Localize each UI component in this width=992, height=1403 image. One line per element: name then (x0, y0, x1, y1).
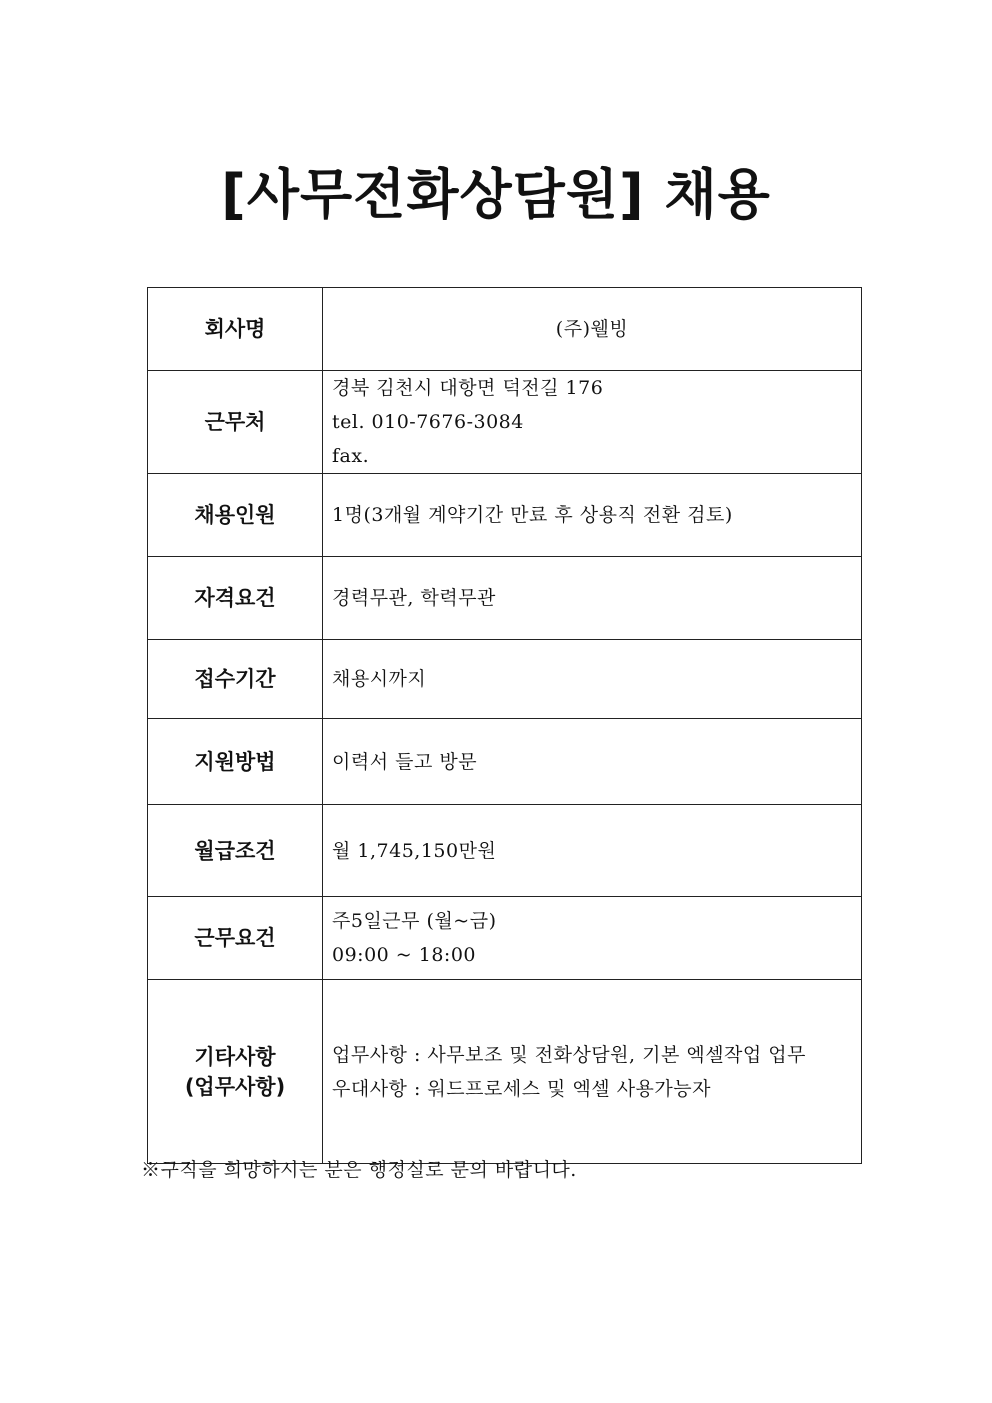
row-label-working-conditions: 근무요건 (148, 897, 323, 980)
headcount-text: 1명(3개월 계약기간 만료 후 상용직 전환 검토) (332, 504, 733, 526)
row-label-salary: 월급조건 (148, 805, 323, 897)
table-row-salary (148, 805, 862, 897)
recruitment-info-table (147, 287, 862, 1164)
row-label-application-method: 지원방법 (148, 719, 323, 805)
salary-text: 월 1,745,150만원 (332, 839, 497, 862)
workplace-fax: fax. (332, 445, 370, 467)
page-title: [사무전화상담원] 채용 (221, 163, 771, 226)
table-row-headcount (148, 474, 862, 557)
table-row-company (148, 288, 862, 371)
working-hours: 09:00 ~ 18:00 (332, 944, 477, 966)
row-value-working-conditions (323, 897, 862, 980)
table-row-qualification (148, 557, 862, 640)
table-row-other-details (148, 980, 862, 1164)
working-days: 주5일근무 (월~금) (332, 910, 497, 932)
preferred-text: 우대사항 : 워드프로세스 및 엑셀 사용가능자 (332, 1077, 711, 1100)
row-value-other-details (323, 980, 862, 1164)
duties-text: 업무사항 : 사무보조 및 전화상담원, 기본 엑셀작업 업무 (332, 1043, 807, 1066)
row-label-headcount: 채용인원 (148, 474, 323, 557)
table-row-working-conditions (148, 897, 862, 980)
table-row-application-method (148, 719, 862, 805)
row-value-company (323, 288, 862, 371)
other-details-sublabel: (업무사항) (184, 1074, 286, 1099)
workplace-address: 경북 김천시 대항면 덕전길 176 (332, 377, 604, 399)
application-period-text: 채용시까지 (332, 668, 427, 690)
other-details-label: 기타사항 (194, 1044, 276, 1069)
row-label-workplace: 근무처 (148, 371, 323, 474)
row-value-qualification (323, 557, 862, 640)
workplace-tel: tel. 010-7676-3084 (332, 411, 524, 433)
row-value-application-period (323, 640, 862, 719)
row-label-company: 회사명 (148, 288, 323, 371)
row-value-headcount (323, 474, 862, 557)
row-label-other-details (148, 980, 323, 1164)
row-label-qualification: 자격요건 (148, 557, 323, 640)
row-label-application-period: 접수기간 (148, 640, 323, 719)
row-value-salary (323, 805, 862, 897)
contact-footnote: ※구직을 희망하시는 분은 행정실로 문의 바랍니다. (141, 1159, 577, 1181)
row-value-workplace (323, 371, 862, 474)
application-method-text: 이력서 들고 방문 (332, 750, 478, 773)
table-row-application-period (148, 640, 862, 719)
company-name: (주)웰빙 (555, 318, 629, 340)
table-row-workplace (148, 371, 862, 474)
row-value-application-method (323, 719, 862, 805)
qualification-text: 경력무관, 학력무관 (332, 587, 496, 609)
